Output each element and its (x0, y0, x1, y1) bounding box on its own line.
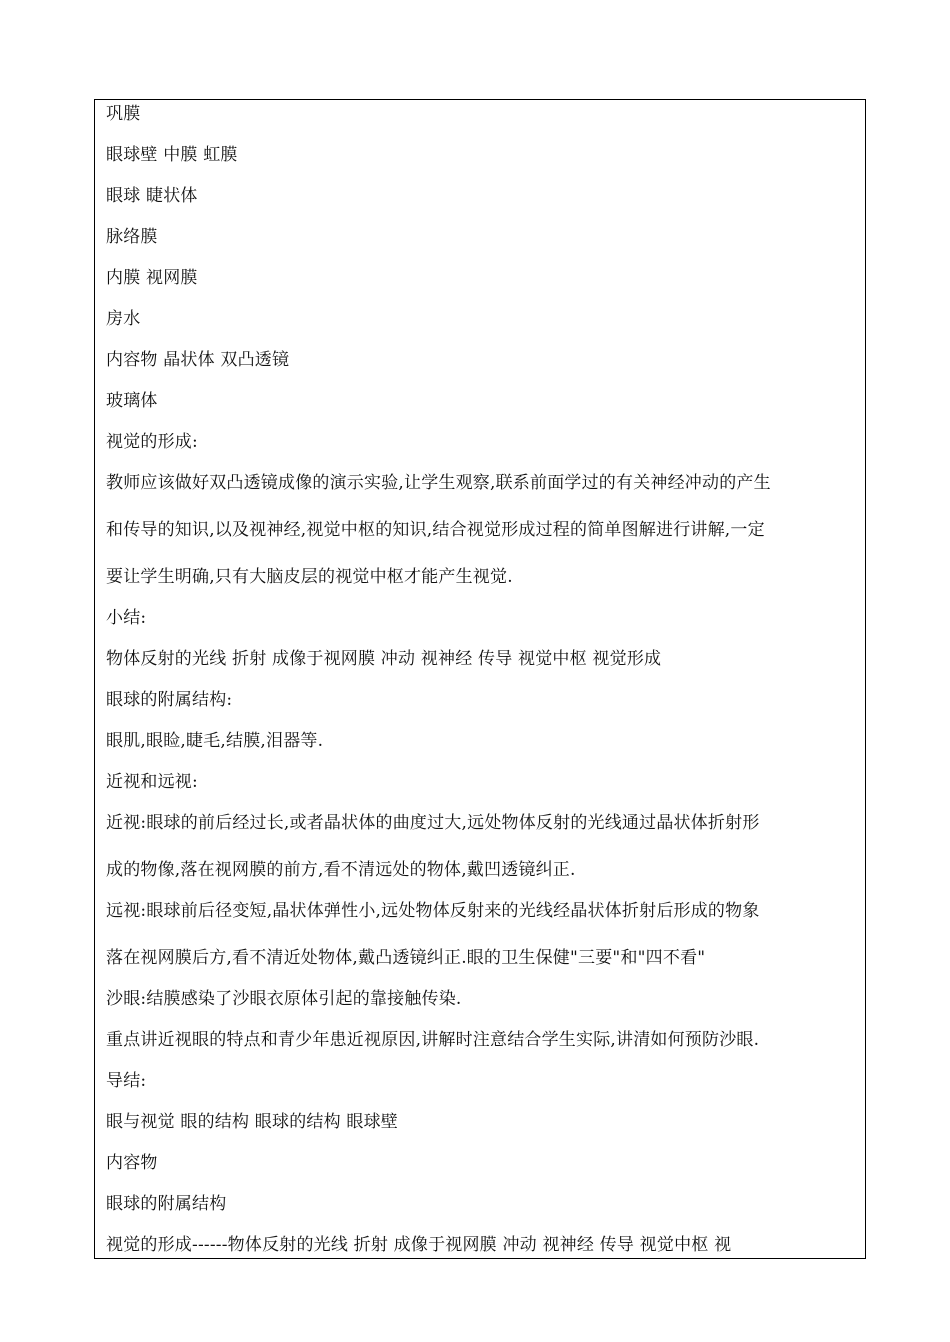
text-line: 玻璃体 (106, 391, 158, 411)
text-line: 内膜 视网膜 (106, 268, 198, 288)
section-heading: 视觉的形成: (106, 432, 198, 452)
section-heading: 近视和远视: (106, 772, 198, 792)
text-line: 眼球壁 中膜 虹膜 (106, 145, 238, 165)
text-line: 眼球 睫状体 (106, 186, 198, 206)
text-line: 房水 (106, 309, 141, 329)
text-line: 和传导的知识,以及视神经,视觉中枢的知识,结合视觉形成过程的简单图解进行讲解,一定 (106, 520, 765, 540)
text-line: 眼肌,眼睑,睫毛,结膜,泪器等. (106, 731, 324, 751)
text-line: 教师应该做好双凸透镜成像的演示实验,让学生观察,联系前面学过的有关神经冲动的产生 (106, 473, 771, 493)
text-line: 脉络膜 (106, 227, 158, 247)
text-line: 物体反射的光线 折射 成像于视网膜 冲动 视神经 传导 视觉中枢 视觉形成 (106, 649, 662, 669)
section-heading: 导结: (106, 1071, 147, 1091)
text-line: 视觉的形成------物体反射的光线 折射 成像于视网膜 冲动 视神经 传导 视觉中枢 视 (106, 1235, 732, 1255)
document-frame (94, 99, 866, 1259)
text-line: 要让学生明确,只有大脑皮层的视觉中枢才能产生视觉. (106, 567, 513, 587)
text-line: 内容物 晶状体 双凸透镜 (106, 350, 290, 370)
section-heading: 小结: (106, 608, 147, 628)
section-heading: 眼球的附属结构: (106, 690, 233, 710)
text-line: 成的物像,落在视网膜的前方,看不清远处的物体,戴凹透镜纠正. (106, 860, 576, 880)
text-line: 沙眼:结膜感染了沙眼衣原体引起的靠接触传染. (106, 989, 462, 1009)
text-line: 内容物 (106, 1153, 158, 1173)
text-line: 重点讲近视眼的特点和青少年患近视原因,讲解时注意结合学生实际,讲清如何预防沙眼. (106, 1030, 760, 1050)
text-line: 近视:眼球的前后经过长,或者晶状体的曲度过大,远处物体反射的光线通过晶状体折射形 (106, 813, 760, 833)
text-line: 眼与视觉 眼的结构 眼球的结构 眼球壁 (106, 1112, 399, 1132)
text-line: 落在视网膜后方,看不清近处物体,戴凸透镜纠正.眼的卫生保健"三要"和"四不看" (106, 948, 706, 968)
text-line: 巩膜 (106, 104, 141, 124)
text-line: 眼球的附属结构 (106, 1194, 227, 1214)
text-line: 远视:眼球前后径变短,晶状体弹性小,远处物体反射来的光线经晶状体折射后形成的物象 (106, 901, 760, 921)
